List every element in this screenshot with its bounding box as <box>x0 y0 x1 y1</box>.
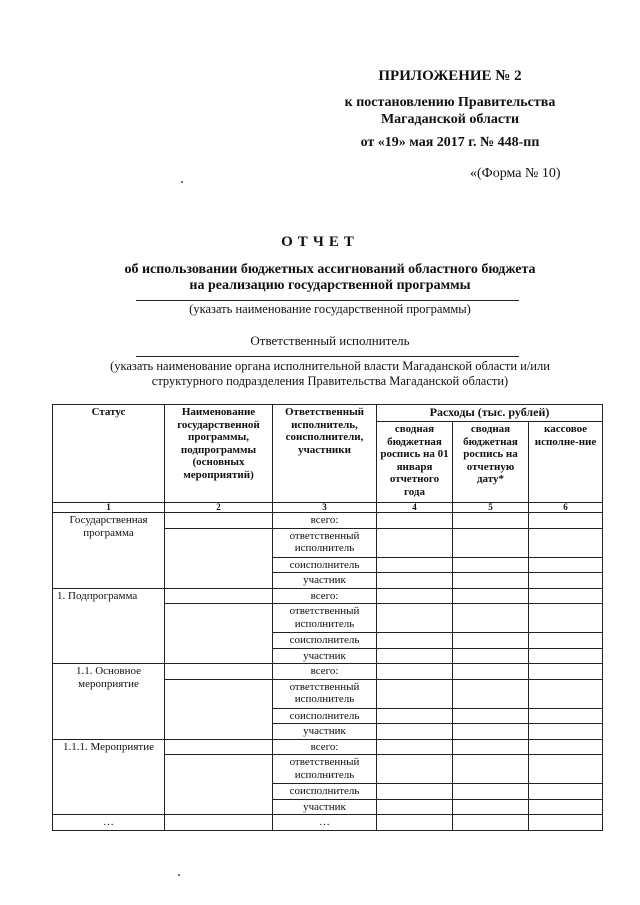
header-col4: сводная бюджетная роспись на 01 января отчетного года <box>377 422 453 503</box>
executor-cell: … <box>273 815 377 831</box>
column-number: 5 <box>453 503 529 513</box>
header-col5: сводная бюджетная роспись на отчетную дату* <box>453 422 529 503</box>
value-cell <box>529 799 603 815</box>
table-row <box>53 513 603 529</box>
value-cell <box>377 573 453 589</box>
status-cell: … <box>53 815 165 831</box>
executor-cell: ответственный исполнитель <box>273 679 377 708</box>
org-hint-line-1: (указать наименование органа исполнительной власти Магаданской области и/или <box>110 359 550 373</box>
value-cell <box>453 724 529 740</box>
value-cell <box>453 799 529 815</box>
value-cell <box>453 815 529 831</box>
header-executor: Ответственный исполнитель, соисполнители, участники <box>273 405 377 503</box>
value-cell <box>453 739 529 755</box>
value-cell <box>529 528 603 557</box>
column-numbers-row <box>53 503 603 513</box>
value-cell <box>377 679 453 708</box>
executor-cell: всего: <box>273 664 377 680</box>
value-cell <box>377 799 453 815</box>
value-cell <box>453 679 529 708</box>
column-number: 1 <box>53 503 165 513</box>
appendix-title: ПРИЛОЖЕНИЕ № 2 <box>378 68 522 84</box>
name-cell <box>165 739 273 755</box>
value-cell <box>377 724 453 740</box>
report-title: ОТЧЕТ <box>281 234 359 250</box>
value-cell <box>529 739 603 755</box>
value-cell <box>529 664 603 680</box>
executor-cell: соисполнитель <box>273 633 377 649</box>
value-cell <box>529 708 603 724</box>
subtitle-line-1: об использовании бюджетных ассигнований областного бюджета <box>124 262 536 277</box>
decree-line-1: к постановлению Правительства <box>344 95 556 110</box>
value-cell <box>529 784 603 800</box>
value-cell <box>453 708 529 724</box>
value-cell <box>377 604 453 633</box>
name-cell <box>165 755 273 815</box>
value-cell <box>377 648 453 664</box>
executor-cell: участник <box>273 573 377 589</box>
value-cell <box>529 604 603 633</box>
table-row <box>53 588 603 604</box>
executor-cell: ответственный исполнитель <box>273 604 377 633</box>
executor-cell: соисполнитель <box>273 557 377 573</box>
header-status: Статус <box>53 405 165 503</box>
value-cell <box>453 755 529 784</box>
column-number: 2 <box>165 503 273 513</box>
value-cell <box>377 739 453 755</box>
value-cell <box>377 588 453 604</box>
value-cell <box>377 664 453 680</box>
value-cell <box>529 648 603 664</box>
value-cell <box>529 724 603 740</box>
value-cell <box>453 513 529 529</box>
report-table <box>52 404 603 831</box>
program-name-line <box>136 300 519 301</box>
value-cell <box>377 784 453 800</box>
value-cell <box>377 513 453 529</box>
column-number: 3 <box>273 503 377 513</box>
value-cell <box>377 708 453 724</box>
value-cell <box>529 588 603 604</box>
executor-cell: всего: <box>273 739 377 755</box>
header-name: Наименование государственной программы, подпрограммы (основных мероприятий) <box>165 405 273 503</box>
value-cell <box>529 633 603 649</box>
value-cell <box>453 664 529 680</box>
scan-speck <box>178 874 180 876</box>
responsible-label: Ответственный исполнитель <box>250 333 410 348</box>
name-cell <box>165 679 273 739</box>
form-number: «(Форма № 10) <box>470 166 561 181</box>
decree-date: от «19» мая 2017 г. № 448-пп <box>360 135 540 150</box>
value-cell <box>453 573 529 589</box>
value-cell <box>377 557 453 573</box>
table-row <box>53 739 603 755</box>
value-cell <box>453 648 529 664</box>
scan-speck <box>181 181 183 183</box>
executor-cell: участник <box>273 648 377 664</box>
executor-cell: соисполнитель <box>273 784 377 800</box>
program-name-hint: (указать наименование государственной программы) <box>189 302 471 316</box>
status-cell: 1. Подпрограмма <box>53 588 165 664</box>
value-cell <box>453 784 529 800</box>
executor-cell: всего: <box>273 588 377 604</box>
value-cell <box>529 513 603 529</box>
value-cell <box>453 528 529 557</box>
value-cell <box>377 633 453 649</box>
value-cell <box>377 528 453 557</box>
value-cell <box>453 604 529 633</box>
table-row <box>53 815 603 831</box>
value-cell <box>453 588 529 604</box>
executor-cell: всего: <box>273 513 377 529</box>
table-row <box>53 664 603 680</box>
report-subtitle <box>80 262 580 294</box>
name-cell <box>165 664 273 680</box>
header-expenses: Расходы (тыс. рублей) <box>377 405 603 422</box>
org-hint-line-2: структурного подразделения Правительства Магаданской области) <box>151 374 509 388</box>
column-number: 6 <box>529 503 603 513</box>
org-name-line <box>136 356 519 357</box>
value-cell <box>529 557 603 573</box>
decree-line-2: Магаданской области <box>380 112 520 127</box>
executor-cell: участник <box>273 799 377 815</box>
value-cell <box>453 557 529 573</box>
column-number: 4 <box>377 503 453 513</box>
status-cell: 1.1.1. Мероприятие <box>53 739 165 815</box>
org-name-hint <box>60 359 600 389</box>
header-col6: кассовое исполне-ние <box>529 422 603 503</box>
status-cell: 1.1. Основное мероприятие <box>53 664 165 740</box>
value-cell <box>529 815 603 831</box>
status-cell: Государственная программа <box>53 513 165 589</box>
executor-cell: соисполнитель <box>273 708 377 724</box>
executor-cell: ответственный исполнитель <box>273 755 377 784</box>
subtitle-line-2: на реализацию государственной программы <box>189 278 471 293</box>
executor-cell: ответственный исполнитель <box>273 528 377 557</box>
value-cell <box>453 633 529 649</box>
value-cell <box>529 573 603 589</box>
value-cell <box>377 815 453 831</box>
value-cell <box>529 679 603 708</box>
name-cell <box>165 513 273 529</box>
name-cell <box>165 815 273 831</box>
name-cell <box>165 528 273 588</box>
name-cell <box>165 604 273 664</box>
name-cell <box>165 588 273 604</box>
value-cell <box>377 755 453 784</box>
executor-cell: участник <box>273 724 377 740</box>
value-cell <box>529 755 603 784</box>
